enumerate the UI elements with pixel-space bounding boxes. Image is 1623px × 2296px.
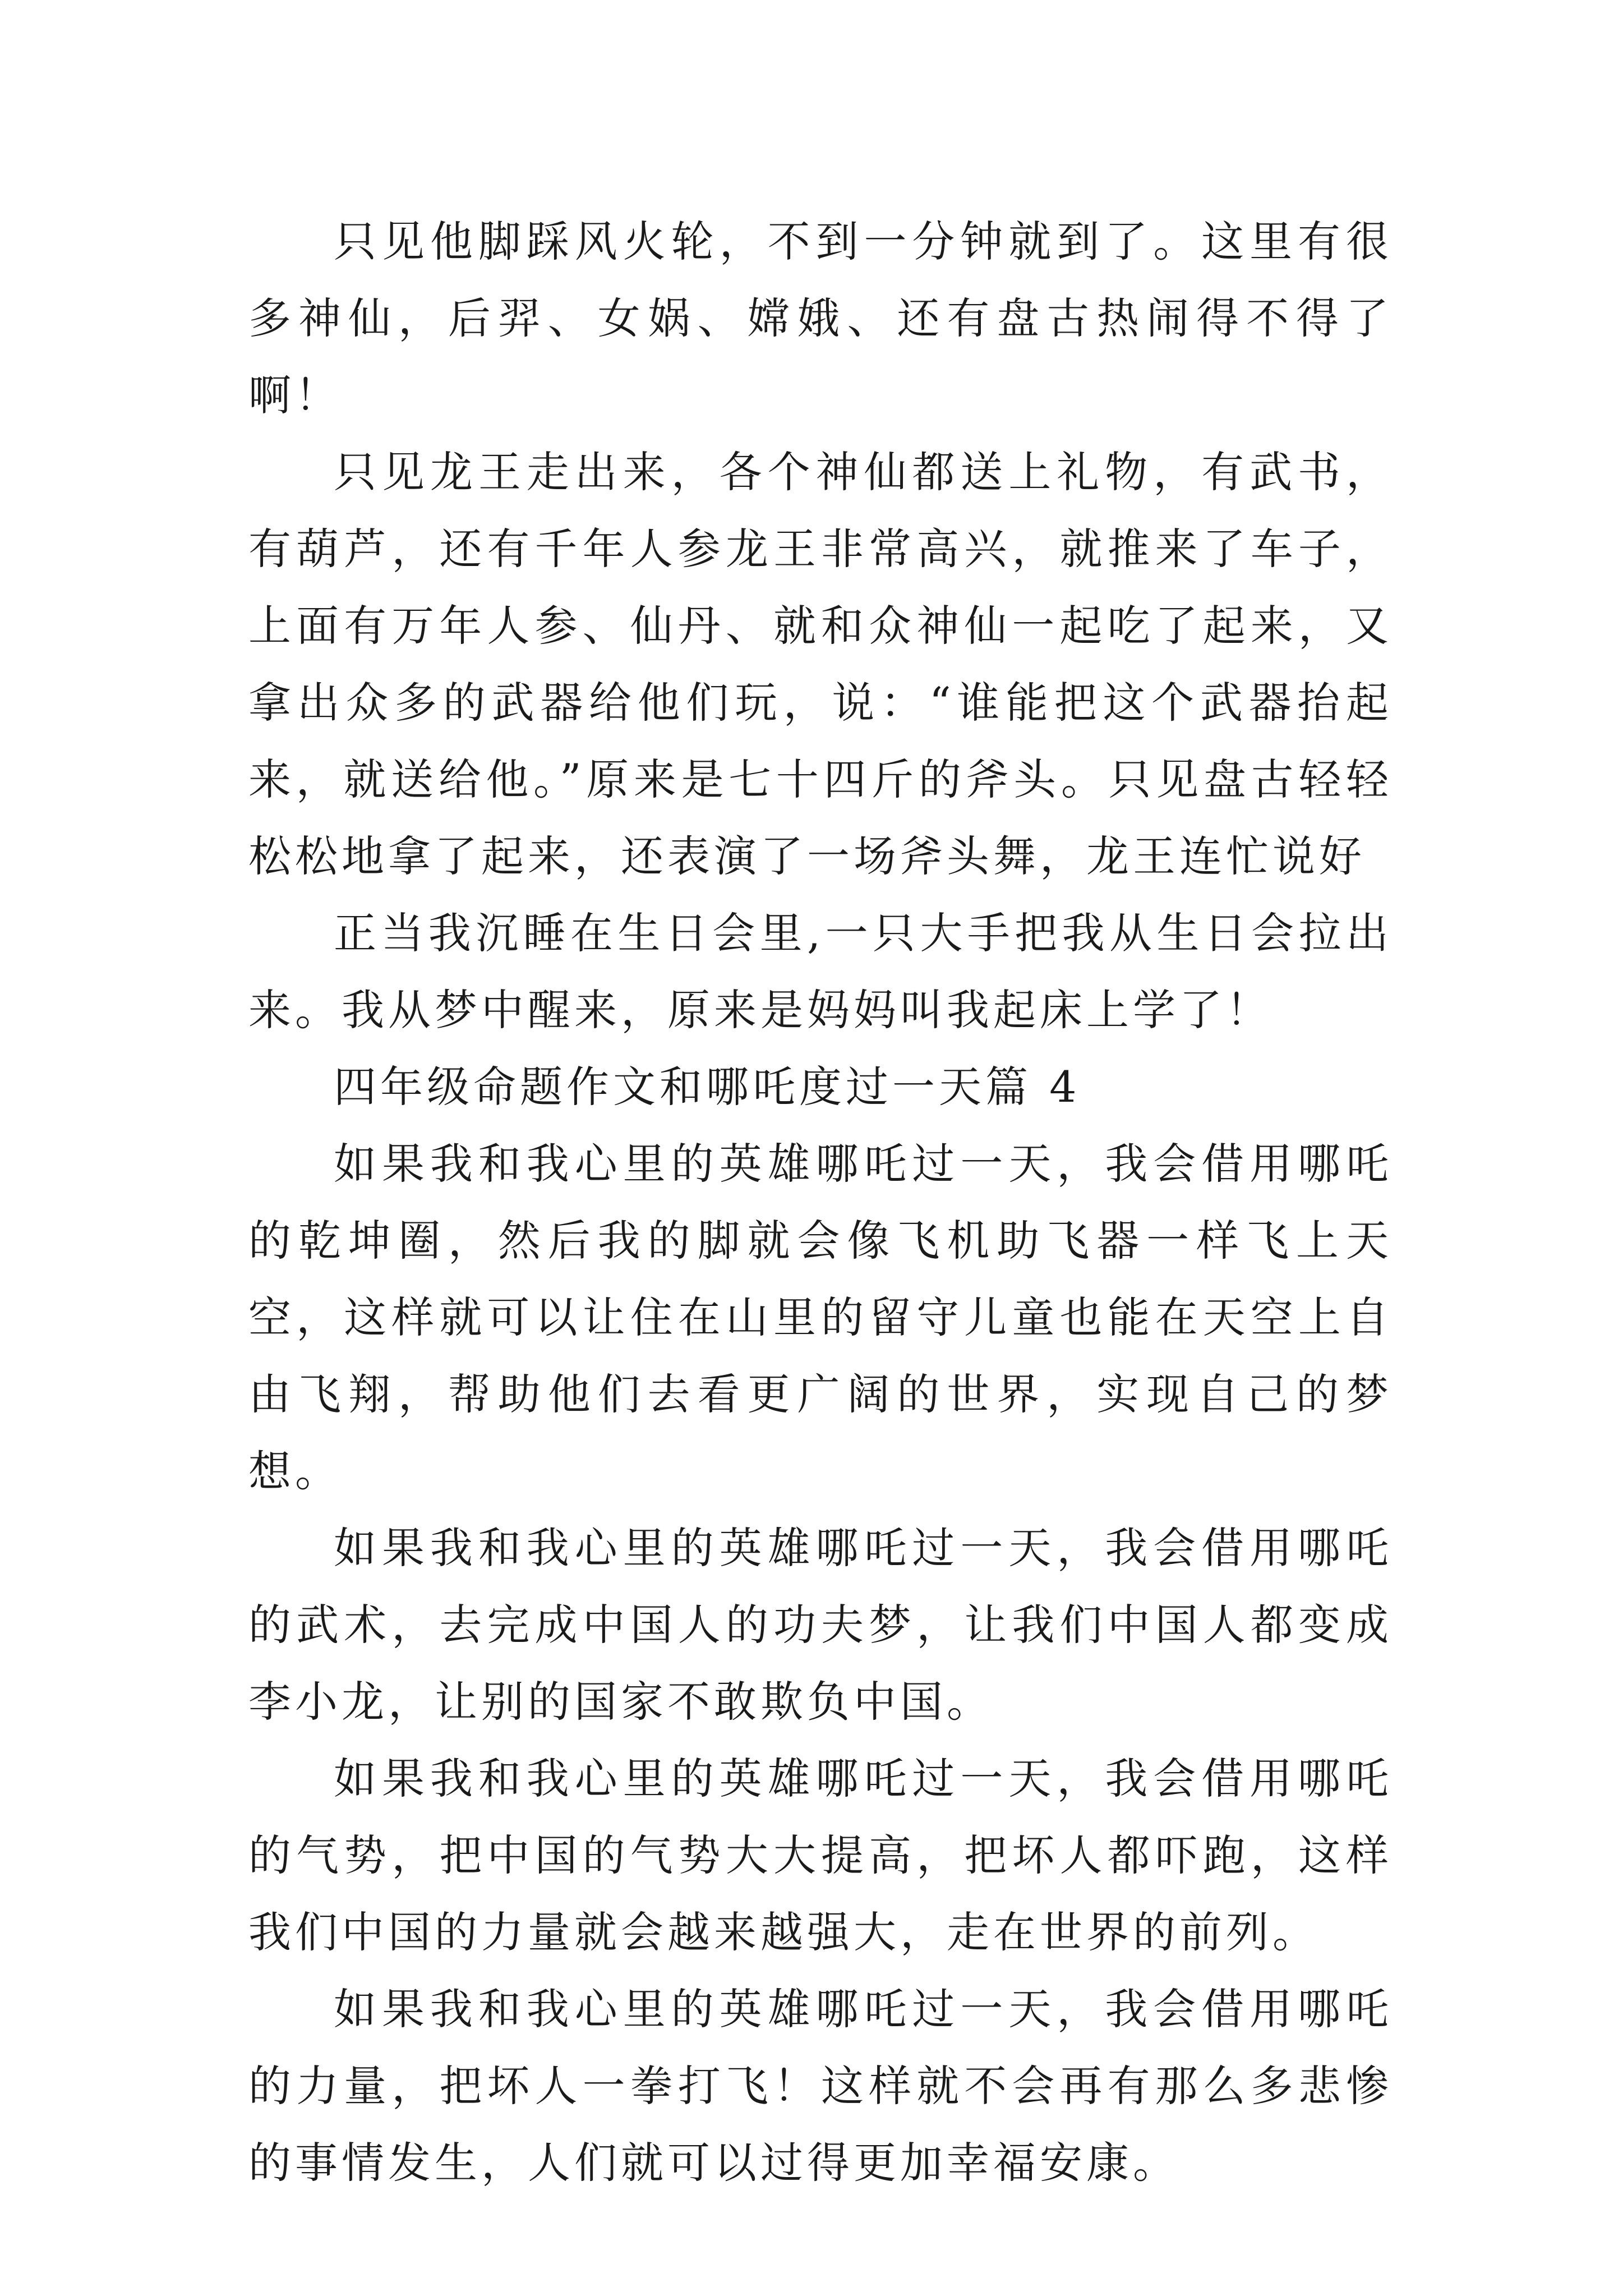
paragraph-3: 正当我沉睡在生日会里,一只大手把我从生日会拉出来。我从梦中醒来，原来是妈妈叫我起床上学了！	[248, 908, 1393, 1035]
document-body	[248, 203, 1393, 2201]
paragraph-1: 只见他脚踩风火轮，不到一分钟就到了。这里有很多神仙，后羿、女娲、嫦娥、还有盘古热闹得不得了啊！	[248, 217, 1393, 420]
paragraph-6: 如果我和我心里的英雄哪吒过一天，我会借用哪吒的气势，把中国的气势大大提高，把坏人都吓跑，这样我们中国的力量就会越来越强大，走在世界的前列。	[248, 1754, 1393, 1957]
paragraph-4: 如果我和我心里的英雄哪吒过一天，我会借用哪吒的乾坤圈，然后我的脚就会像飞机助飞器一样飞上天空，这样就可以让住在山里的留守儿童也能在天空上自由飞翔，帮助他们去看更广阔的世界，实现自己的梦想。	[248, 1139, 1393, 1496]
paragraph-7: 如果我和我心里的英雄哪吒过一天，我会借用哪吒的力量，把坏人一拳打飞！这样就不会再有那么多悲惨的事情发生，人们就可以过得更加幸福安康。	[248, 1984, 1393, 2188]
paragraph-5: 如果我和我心里的英雄哪吒过一天，我会借用哪吒的武术，去完成中国人的功夫梦，让我们中国人都变成李小龙，让别的国家不敢欺负中国。	[248, 1523, 1393, 1727]
section-heading: 四年级命题作文和哪吒度过一天篇 4	[334, 1062, 1081, 1112]
paragraph-2: 只见龙王走出来，各个神仙都送上礼物，有武书，有葫芦，还有千年人参龙王非常高兴，就推来了车子，上面有万年人参、仙丹、就和众神仙一起吃了起来，又拿出众多的武器给他们玩，说：“谁能把这个武器抬起来，就送给他。”原来是七十四斤的斧头。只见盘古轻轻松松地拿了起来，还表演了一场斧头舞，龙王连忙说好	[248, 447, 1393, 881]
